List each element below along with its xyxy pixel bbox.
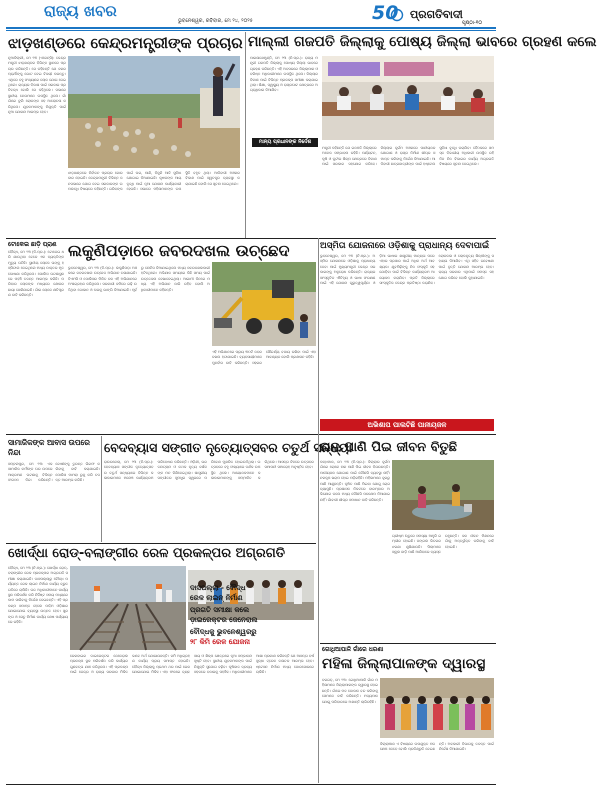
section-title: ରାଜ୍ୟ ଖବର: [44, 2, 117, 20]
banner-red-text: ଅଭିଶାପ ପାଲଟିଛି ପାନୀୟଜଳ: [367, 421, 447, 429]
paper-name: ପ୍ରଗତିବାଦୀ: [410, 8, 463, 21]
rail-bullet: ୨୮ କିମି ରେଳ ଯୋଜନା: [190, 638, 250, 646]
scheme-body-cols: ଭୁବନେଶ୍ୱର, ମେ ୨୩ (ନି.ପ୍ର.): ଅସ୍ମିତା ଯୋଜନାରେ ଓଡ଼ିଶାକୁ ପ୍ରାଧାନ୍ୟ ଦେବା ପାଇଁ ମୁଖ୍ୟମନ୍ତ୍ରୀ କେନ୍ଦ୍ର ସରକାରଙ୍କୁ ଅନୁରୋଧ କରିଛନ୍ତି। ରାଜ୍ୟର ସାଂସ୍କୃତିକ ଐତିହ୍ୟ ଓ ଭାଷା ସଂରକ୍ଷଣ ପାଇଁ ଏହି ଯୋଜନା ଗୁରୁତ୍ୱପୂର୍ଣ୍ଣ। ଓଡ଼ିଆ ଭାଷାର ଶାସ୍ତ୍ରୀୟ ମାନ୍ୟତା ପରେ ଏହାର ପ୍ରସାର ପାଇଁ ଅଧିକ ଅର୍ଥ ଆବଶ୍ୟକ। ଯୁବପିଢ଼ିଙ୍କୁ ନିଜ ସଂସ୍କୃତି ସହ ଯୋଡ଼ିବା ପାଇଁ ବିଭିନ୍ନ କାର୍ଯ୍ୟକ୍ରମ ଆୟୋଜନ କରାଯିବ। ପ୍ରତି ଜିଲ୍ଲାରେ ସାଂସ୍କୃତିକ କେନ୍ଦ୍ର ପ୍ରତିଷ୍ଠା କରାଯିବ। ଲୋକକଳା ଓ ଲୋକନୃତ୍ୟ ଶିଳ୍ପୀଙ୍କୁ ସହାୟତା ଦିଆଯିବ। ଏଥି ସହିତ ଗବେଷଣା ପାଇଁ ବୃତ୍ତି ଯୋଜନା ଆରମ୍ଭ ହେବ। ରାଜ୍ୟ ସରକାର ଏଥିପାଇଁ ସମସ୍ତ ସହଯୋଗ କରିବେ ବୋଲି କୁହାଯାଇଛି।: [320, 254, 494, 286]
rail-bullet: ପ୍ରଗତି ସମୀକ୍ଷା କଲେ: [190, 606, 250, 614]
page-bottom-rule: [6, 784, 496, 785]
collector-top-rule: [320, 643, 496, 644]
lakhuni-headline: ଲକୁଣିପଡ଼ାରେ ଜବରଦଖଲ ଉଚ୍ଛେଦ: [68, 241, 290, 260]
samajik-headline: ସାମାଜିକଙ୍କ ଆବାସ ଉପରେ ନିନ୍ଦା: [8, 438, 90, 457]
column-divider: [101, 436, 102, 542]
caption-box-text: ମାନ୍ୟ ପ୍ରଧାନଙ୍କ ନିର୍ଦ୍ଦେଶ: [258, 139, 312, 145]
column-divider: [318, 238, 319, 783]
lakhuni-body-right: ଏହି ଅଭିଯାନରେ ପ୍ରାୟ ୩୦ଟି ଜବରଦଖଲ ହଟାଯାଇଛି। ବ୍ୟବସାୟୀମାନେ ପୁନର୍ବାସ ଦାବି କରିଛନ୍ତି। ସହରର ସୌନ୍ଦର୍ଯ୍ୟ ବଜାୟ ରଖିବା ପାଇଁ ଏହା ଆବଶ୍ୟକ ବୋଲି ପ୍ରଶାସନ କହିଛି।: [212, 350, 316, 365]
small-left-body: ବୌଦ୍ଧ, ମେ ୨୩ (ନି.ପ୍ର.): ଟୋକେଇ ଧରି ଯାଉଥିବା ବେଳେ ଏକ ବ୍ୟକ୍ତିଙ୍କ ମୃତ୍ୟୁ ଘଟିଛି। ସ୍ଥାନୀୟ ଲୋକେ ତାଙ୍କୁ ହସ୍ପିଟାଲ ନେଇଥିଲେ ମଧ୍ୟ ଡାକ୍ତର ମୃତ ଘୋଷଣା କରିଥିଲେ। ପୋଲିସ ଘଟଣାସ୍ଥଳରେ ପହଞ୍ଚି ତଦନ୍ତ ଆରମ୍ଭ କରିଛି। ପରିବାର ଲୋକଙ୍କ ମଧ୍ୟରେ ଶୋକର ଛାୟା ଖେଳିଯାଇଛି। ଗାଁର ଲୋକେ କ୍ଷତିପୂରଣ ଦାବି କରିଛନ୍ତି।: [8, 250, 64, 298]
row2-bottom-rule: [6, 434, 496, 435]
masthead-rule: [6, 27, 496, 29]
small-head-left: ଟୋକେଇ ଛାଡ଼ି ପ୍ରାଣ: [8, 241, 57, 248]
jharkhand-body-left: ନୂଆଦିଲ୍ଲୀ, ମେ ୨୩ (ଏଜେନ୍ସି): କେନ୍ଦ୍ରମନ୍ତ୍ରୀ ଝାଡ଼ଖଣ୍ଡର ବିଭିନ୍ନ ସ୍ଥାନରେ ପ୍ରଚାର କରିଛନ୍ତି। ସେ କହିଛନ୍ତି ଯେ ଦଳର ପ୍ରାର୍ଥୀଙ୍କୁ ଭୋଟ ଦେଇ ବିଜୟୀ କରନ୍ତୁ। ଏଥିରେ ବହୁ ସଂଖ୍ୟାରେ ଲୋକ ଯୋଗ ଦେଇଥିଲେ। ରାଜ୍ୟର ବିକାଶ ପାଇଁ ସରକାର ପ୍ରତିବଦ୍ଧ ବୋଲି ସେ କହିଥିଲେ। ସଭାରେ ସ୍ଥାନୀୟ ନେତାମାନେ ଉପସ୍ଥିତ ଥିଲେ। ଗାଁ ଗାଁରେ ବୁଲି ଲୋକଙ୍କ ସହ ଆଲୋଚନା କରିଥିଲେ। ଯୁବକମାନଙ୍କୁ ନିଯୁକ୍ତି ପାଇଁ ନୂଆ ଯୋଜନା ଆରମ୍ଭ ହେବ।: [8, 56, 66, 115]
rail-body-left: ବୌଦ୍ଧ, ମେ ୨୩ (ନି.ପ୍ର.): ଖୋର୍ଦ୍ଧା ରୋଡ୍-ବଲାଙ୍ଗୀର ରେଳ ପ୍ରକଳ୍ପର ଅଗ୍ରଗତି ସମୀକ୍ଷା କରାଯାଇଛି। ଦାସପଲ୍ଲାରୁ ବୌଦ୍ଧ ପର୍ଯ୍ୟନ୍ତ ରେଳ ଲାଇନ ନିର୍ମାଣ କାର୍ଯ୍ୟ ଦ୍ରୁତ ଗତିରେ ଚାଲିଛି। ଉଚ୍ଚ ଅଧିକାରୀମାନେ କାର୍ଯ୍ୟସ୍ଥଳ ପରିଦର୍ଶନ କରି ନିର୍ଦ୍ଦିଷ୍ଟ ସମୟ ମଧ୍ୟରେ କାମ ସାରିବାକୁ ନିର୍ଦ୍ଦେଶ ଦେଇଛନ୍ତି। ଏହି ପ୍ରକଳ୍ପ ସମାପ୍ତ ହେଲେ ପଶ୍ଚିମ ଓଡ଼ିଶାର ଯୋଗାଯୋଗ ବ୍ୟବସ୍ଥା ଉନ୍ନତ ହେବ। ସୁରଙ୍ଗ ଓ ସେତୁ ନିର୍ମାଣ କାର୍ଯ୍ୟ ଶେଷ ପର୍ଯ୍ୟାୟରେ ରହିଛି।: [8, 566, 68, 625]
rail-bullets: [188, 584, 314, 660]
rail-bullet: ଡ଼ାଇରେକ୍ଟର ଜେନେରାଲ: [190, 616, 258, 624]
malkangiri-body-cols: ମନ୍ତ୍ରୀ କହିଛନ୍ତି ଯେ ଗଜପତି ଜିଲ୍ଲାରେ ଅନେକ ସମ୍ଭାବନା ରହିଛି। ପର୍ଯ୍ୟଟନ, କୃଷି ଓ କୁଟୀର ଶିଳ୍ପ କ୍ଷେତ୍ରରେ ବିକାଶ ପାଇଁ ସରକାର ସହଯୋଗ କରିବେ। ଜିଲ୍ଲାର ଦୂର୍ଗମ ଅଞ୍ଚଳରେ ପାନୀୟଜଳ ଯୋଗାଣ ଓ ରାସ୍ତା ନିର୍ମାଣ ଶୀଘ୍ର ସମାପ୍ତ କରିବାକୁ ନିର୍ଦ୍ଦେଶ ଦିଆଯାଇଛି। ଆଦିବାସୀ ଛାତ୍ରଛାତ୍ରୀଙ୍କ ପାଇଁ ହଷ୍ଟେଲ ସୁବିଧା ବୃଦ୍ଧି କରାଯିବ। ବୈଠକରେ ସମସ୍ତ ବିଭାଗୀୟ ଅଧିକାରୀ ଉପସ୍ଥିତ ରହି ନିଜ ନିଜ ବିଭାଗର କାର୍ଯ୍ୟ ଅଗ୍ରଗତି ବିଷୟରେ ସୂଚନା ଦେଇଥିଲେ।: [322, 146, 494, 167]
rail-body-cols: ରେଳବାଇର ଡାଇରେକ୍ଟର ଜେନେରାଲ ପ୍ରକଳ୍ପ ସ୍ଥଳ ପରିଦର୍ଶନ କରି କାର୍ଯ୍ୟର ଗୁଣବତ୍ତା ଯାଞ୍ଚ କରିଥିଲେ। ଏହି ପ୍ରକଳ୍ପ ପାଇଁ କେନ୍ଦ୍ର ଓ ରାଜ୍ୟ ସରକାର ମିଳିତ ଭାବେ ଅର୍ଥ ଯୋଗାଉଛନ୍ତି। ଜମି ଅଧିଗ୍ରହଣ କାର୍ଯ୍ୟ ପ୍ରାୟ ସମାପ୍ତ ହୋଇଛି। ବୌଦ୍ଧ ଜିଲ୍ଲାକୁ ପ୍ରଥମ ଥର ପାଇଁ ରେଳ ଯୋଗାଯୋଗ ମିଳିବ। ଏହା ଫଳରେ ବ୍ୟବସାୟ ଓ ଶିଳ୍ପ କ୍ଷେତ୍ରରେ ନୂଆ ସମ୍ଭାବନା ସୃଷ୍ଟି ହେବ। ସ୍ଥାନୀୟ ଯୁବକମାନଙ୍କ ପାଇଁ ନିଯୁକ୍ତି ସୁଯୋଗ ବଢ଼ିବ। କୃଷିଜାତ ଦ୍ରବ୍ୟ ସହଜରେ ବଜାରକୁ ପହଞ୍ଚିବ। ଅଧିକାରୀମାନେ ଆଶା ପ୍ରକାଶ କରିଛନ୍ତି ଯେ ଆସନ୍ତା ବର୍ଷ ସୁଦ୍ଧା ଟ୍ରେନ ଚଳାଚଳ ଆରମ୍ଭ ହେବ। ଷ୍ଟେସନ ନିର୍ମାଣ ମଧ୍ୟ ଜୋରସୋରରେ ଚାଲିଛି।: [70, 654, 314, 675]
samajik-body: ସମ୍ବଲପୁର, ମେ ୨୩: ଏକ ସାମାଜିକ କର୍ମୀଙ୍କ ଘର ଉପରେ ଆକ୍ରମଣ ଘଟଣାକୁ ବିଭିନ୍ନ ସଂଗଠନ ନିନ୍ଦା କରିଛନ୍ତି। ଦୋଷୀଙ୍କୁ ତୁରନ୍ତ ଗିରଫ କରିବାକୁ ଦାବି କରାଯାଇଛି। ପୋଲିସ ମାମଲା ରୁଜୁ କରି ତଦନ୍ତ ଆରମ୍ଭ କରିଛି।: [8, 462, 100, 483]
row1-bottom-rule: [6, 238, 496, 239]
malkangiri-body-left: ପାରଳାଖେମୁଣ୍ଡି, ମେ ୨୩ (ନି.ପ୍ର.): ରାଜ୍ୟ ମନ୍ତ୍ରୀ ଗଜପତି ଜିଲ୍ଲାକୁ ପୋଷ୍ୟ ଜିଲ୍ଲା ଭାବରେ ଗ୍ରହଣ କରିଛନ୍ତି। ଏହି ଅବସରରେ ଜିଲ୍ଲାପାଳ ଓ ବରିଷ୍ଠ ଅଧିକାରୀମାନେ ଉପସ୍ଥିତ ଥିଲେ। ଜିଲ୍ଲାର ବିକାଶ ପାଇଁ ବିଭିନ୍ନ ପ୍ରକଳ୍ପ ସମୀକ୍ଷା କରାଯାଇଥିଲା। ଶିକ୍ଷା, ସ୍ୱାସ୍ଥ୍ୟ ଓ ରାସ୍ତାଘାଟ କ୍ଷେତ୍ରରେ ଅଗ୍ରାଧିକାର ଦିଆଯିବ।: [250, 56, 318, 93]
collector-body-right: ଜିଲ୍ଲାପାଳ ଏ ବିଷୟରେ ଉପଯୁକ୍ତ ପଦକ୍ଷେପ ନେବେ ବୋଲି ପ୍ରତିଶ୍ରୁତି ଦେଇଛନ୍ତି। ଅବକାରୀ ବିଭାଗକୁ ତଦନ୍ତ ପାଇଁ ନିର୍ଦ୍ଦେଶ ଦିଆଯାଇଛି।: [380, 742, 494, 752]
rail-headline: ଖୋର୍ଦ୍ଧା ରୋଡ୍-ବଲାଙ୍ଗୀର ରେଳ ପ୍ରକଳ୍ପର ଅଗ୍ରଗତି: [8, 546, 285, 561]
scheme-headline: ଅସ୍ମିତା ଯୋଜନାରେ ଓଡ଼ିଶାକୁ ପ୍ରାଧାନ୍ୟ ଦେବାପାଇଁ: [320, 241, 490, 251]
rail-bullet: ଦାସପଲ୍ଲା - ବୌଦ୍ଧ: [190, 584, 246, 592]
rail-bullet: ବୌଦ୍ଧକୁ ଭୁବନେଶ୍ୱରରୁ: [190, 628, 257, 636]
water-body-right: ଗ୍ରୀଷ୍ମ ଋତୁରେ ସମସ୍ୟା ଆହୁରି ଗମ୍ଭୀର ହୋଇଛି। ଜଙ୍ଗଲ ଭିତରର ଝରଣା ଶୁଖିଯାଉଛି। ପିଲାମାନେ ସ୍କୁଲ ଛାଡ଼ି ପାଣି ଆଣିବାରେ ବ୍ୟସ୍ତ ରହୁଛନ୍ତି। ଜଳ ଜୀବନ ମିଶନରେ ଗାଁକୁ ଅନ୍ତର୍ଭୁକ୍ତ କରିବାକୁ ଦାବି ହୋଇଛି।: [392, 534, 494, 555]
water-photo: [392, 460, 494, 530]
rally-photo: [68, 56, 240, 168]
golden-jubilee-logo: [370, 2, 406, 28]
page-number: ପୃଷ୍ଠା-୧୦: [462, 20, 482, 26]
rail-photo: [70, 566, 186, 650]
vedavyas-headline: ବେଦବ୍ୟାସ ସଙ୍ଗୀତ ନୃତ୍ୟୋତ୍ସବର ଚତୁର୍ଥ ସନ୍ଧ୍ୟା: [104, 440, 352, 455]
water-body-left: କନ୍ଧମାଳ, ମେ ୨୩ (ନି.ପ୍ର.): ଜିଲ୍ଲାର ଦୂର୍ଗମ ଗାଁରେ ଲୋକେ ନାଳ ପାଣି ପିଇ ଜୀବନ ବିତାଉଛନ୍ତି। ପାନୀୟଜଳ ଯୋଗାଣ ପାଇଁ କୌଣସି ବ୍ୟବସ୍ଥା ନାହିଁ। ନଳକୂପ ଖରାପ ହୋଇ ପଡ଼ିରହିଛି। ମହିଳାମାନେ ଦୂରରୁ ପାଣି ଆଣୁଛନ୍ତି। ଦୂଷିତ ପାଣି ପିଇବା ଯୋଗୁ ରୋଗ ବ୍ୟାପୁଛି। ପ୍ରଶାସନ ନିକଟରେ ବାରମ୍ବାର ଅଭିଯୋଗ କଲେ ମଧ୍ୟ କୌଣସି ପଦକ୍ଷେପ ନିଆଯାଇନାହିଁ। ଗାଁବାସୀ ଶୀଘ୍ର ସମାଧାନ ଦାବି କରିଛନ୍ତି।: [320, 460, 390, 502]
lakhuni-body-cols: ଭୁବନେଶ୍ୱର, ମେ ୨୩ (ନି.ପ୍ର.): ଲକୁଣିପଡ଼ା ଅଞ୍ଚଳରେ ଜବରଦଖଲ ଉଚ୍ଛେଦ ଅଭିଯାନ ଚଳାଯାଇଛି। ବିଏମସି ଓ ପୋଲିସର ମିଳିତ ଦଳ ଏହି ଅଭିଯାନରେ ଅଂଶଗ୍ରହଣ କରିଥିଲେ। ସରକାରୀ ଜମିରେ ଗଢ଼ି ଉଠିଥିବା ଦୋକାନ ଓ ଘରକୁ ଭାଙ୍ଗି ଦିଆଯାଇଛି। ପୂର୍ବରୁ ନୋଟିସ ଦିଆଯାଇଥିଲେ ମଧ୍ୟ ଜବରଦଖଲକାରୀ ହଟିନଥିଲେ। ଅଭିଯାନ ସମୟରେ କିଛି ସମୟ ପାଇଁ ଉତ୍ତେଜନା ଦେଖାଦେଇଥିଲା। ଆଗାମୀ ଦିନରେ ମଧ୍ୟ ଏହି ଅଭିଯାନ ଜାରି ରହିବ ବୋଲି ଅଧିକାରୀମାନେ କହିଛନ୍ତି।: [68, 266, 210, 292]
column-divider: [245, 32, 246, 238]
collector-photo: [380, 678, 494, 738]
caption-box: [252, 138, 318, 147]
bulldozer-photo: [212, 262, 316, 346]
collector-body-left: ବରଗଡ଼, ମେ ୨୩: ଗୋଧିଆପାଳି ଗାଁର ମହିଳାମାନେ ଜିଲ୍ଲାପାଳଙ୍କ ଦ୍ୱାରସ୍ଥ ହୋଇଛନ୍ତି। ଗାଁରେ ମଦ ଦୋକାନ ବନ୍ଦ କରିବାକୁ ସେମାନେ ଦାବି କରିଛନ୍ତି। ମଦ୍ୟପାନ ଯୋଗୁ ପରିବାରରେ ଅଶାନ୍ତି ଲାଗିରହିଛି।: [322, 678, 378, 704]
malkangiri-headline: ମାଲ୍ଲୀ ଗଜପତି ଜିଲ୍ଲାକୁ ପୋଷ୍ୟ ଜିଲ୍ଲା ଭାବରେ ଗ୍ରହଣ କଲେ: [248, 34, 597, 50]
jharkhand-headline: ଝାଡ଼ଖଣ୍ଡରେ କେନ୍ଦ୍ରମନ୍ତ୍ରୀଙ୍କ ପ୍ରଚାର: [8, 34, 243, 52]
meeting-photo: [322, 56, 494, 140]
anniv-number: 50: [372, 2, 399, 24]
vedavyas-body-cols: ରାଉରକେଲା, ମେ ୨୩ (ନି.ପ୍ର.): ବେଦବ୍ୟାସ ସଙ୍ଗୀତ ନୃତ୍ୟୋତ୍ସବର ଚତୁର୍ଥ ସନ୍ଧ୍ୟାରେ ବିଭିନ୍ନ କଳାକାରମାନେ ମନୋଜ୍ଞ କାର୍ଯ୍ୟକ୍ରମ ପରିବେଷଣ କରିଛନ୍ତି। ଓଡ଼ିଶୀ, ଭରତନାଟ୍ୟମ ଓ କଥକ ନୃତ୍ୟ ଦର୍ଶକଙ୍କ ମନ ଜିଣିନେଇଥିଲା। ଶାସ୍ତ୍ରୀୟ ସଙ୍ଗୀତର ସୁମଧୁର ସ୍ୱରରେ ପରିବେଶ ମୁଖରିତ ହୋଇଉଠିଥିଲା। ଉତ୍ସବରେ ବହୁ ସଂଖ୍ୟାରେ ଦର୍ଶକ ଉପସ୍ଥିତ ଥିଲେ। ଆୟୋଜକମାନେ କଳାକାରମାନଙ୍କୁ ସମ୍ମାନିତ କରିଥିଲେ। ଆସନ୍ତା ଦିନରେ ଉତ୍ସବର ସମାପନୀ ସମାରୋହ ଅନୁଷ୍ଠିତ ହେବ।: [104, 460, 314, 481]
collector-headline: ମହିଳା ଜିଲ୍ଲାପାଳଙ୍କ ଦ୍ୱାରସ୍ଥ: [322, 656, 486, 672]
masthead-rule-thin: [6, 30, 496, 31]
row3-mid-rule: [6, 543, 316, 544]
dateline: ଭୁବନେଶ୍ୱର, ରବିବାର, ମେ ୨୪, ୨୦୨୫: [178, 18, 253, 24]
water-headline: ନାଳ ପାଣି ପିଇ ଜୀବନ ବିତୁଛି: [320, 440, 458, 455]
banner-red: [320, 419, 494, 431]
jharkhand-body-cols: ଝାଡ଼ଖଣ୍ଡରେ ନିର୍ବାଚନ ପ୍ରଚାର ଜୋରଦାର ହୋଇଛି। କେନ୍ଦ୍ରମନ୍ତ୍ରୀ ବିଭିନ୍ନ ଜନସଭାରେ ଯୋଗ ଦେଇ ସରକାରଙ୍କ ଉପଲବ୍ଧି ବିଷୟରେ କହିଛନ୍ତି। ଗରିବଙ୍କ ପାଇଁ ଘର, ପାଣି, ବିଜୁଳି ଆଦି ସୁବିଧା ଯୋଗାଇ ଦିଆଯାଇଛି। କୃଷକଙ୍କ ଆୟ ବୃଦ୍ଧି ପାଇଁ ନୂଆ ଯୋଜନା କାର୍ଯ୍ୟକାରୀ ହେଉଛି। ସଭାରେ ମହିଳାମାନଙ୍କ ଉପସ୍ଥିତି ବହୁତ ଥିଲା। ଆଦିବାସୀ ଅଞ୍ଚଳର ବିକାଶ ପାଇଁ ସ୍ୱତନ୍ତ୍ର ବ୍ୟବସ୍ଥା କରାଯାଇଛି ବୋଲି ସେ ସୂଚନା ଦେଇଥିଲେ।: [68, 171, 240, 192]
rail-bullet: ରେଳ ଲାଇନ୍ ନିର୍ମାଣ: [190, 594, 243, 602]
collector-small-head: ଗୋଧିଆପାଳି ଗାଁରେ ଧରଣା: [322, 646, 384, 653]
